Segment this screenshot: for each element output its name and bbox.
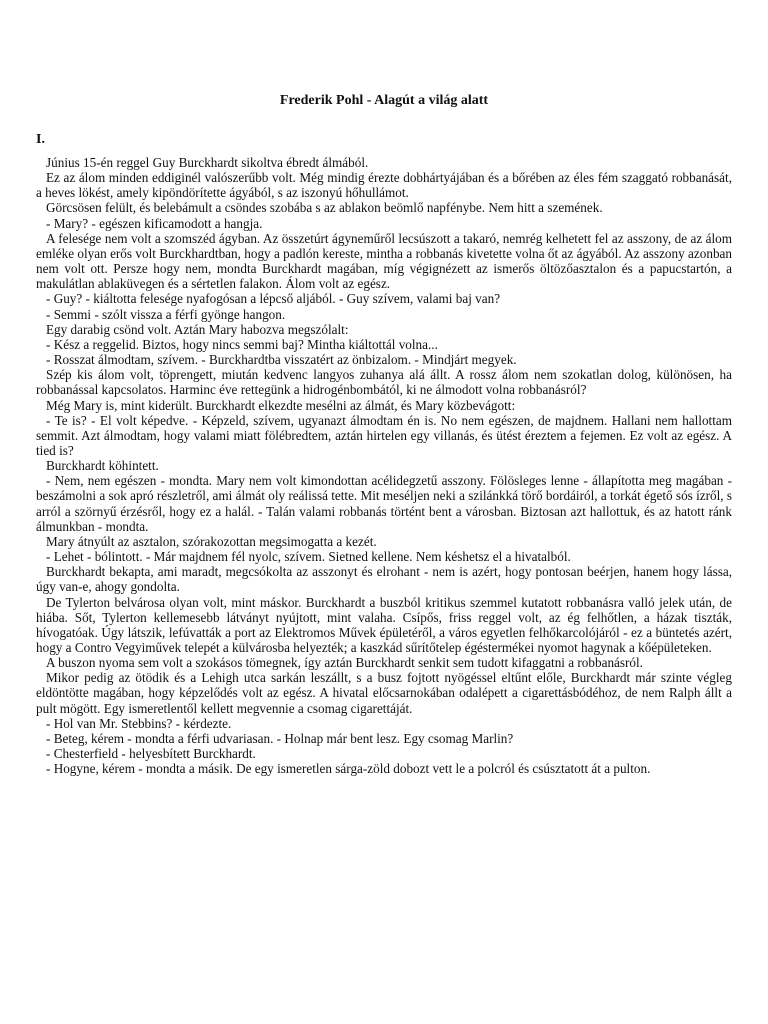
paragraph: - Lehet - bólintott. - Már majdnem fél nyolc, szívem. Sietned kellene. Nem késhetsz el a hivatalból.	[46, 549, 571, 565]
paragraph: - Semmi - szólt vissza a férfi gyönge hangon.	[46, 306, 286, 322]
paragraph: - Guy? - kiáltotta felesége nyafogósan a lépcső aljából. - Guy szívem, valami baj van?	[46, 291, 501, 307]
paragraph: Egy darabig csönd volt. Aztán Mary habozva megszólalt:	[46, 321, 349, 337]
paragraph: - Te is? - El volt képedve. - Képzeld, szívem, ugyanazt álmodtam én is. No nem egészen, de majdnem. Hallani nem hallottam semmit. Azt álmodtam, hogy valami miatt fölébredtem, aztán hirtelen egy villanás, és ütést éreztem a fejemen. Ez volt az egész. A tied is?	[36, 412, 732, 458]
paragraph: - Nem, nem egészen - mondta. Mary nem volt kimondottan acélidegzetű asszony. Fölösleges lenne - állapította meg magában - beszámolni a sok apró részletről, ami álmát oly reálissá tette. Mit meséljen neki a szilánkká törő bordáiról, a torkát égető sós ízről, s arról a szörnyű érzésről, hogy ez a halál. - Talán valami robbanás történt bent a városban. Biztosan azt hallottuk, és az hatott ránk álmunkban - mondta.	[36, 473, 732, 534]
paragraph: Burckhardt köhintett.	[46, 458, 159, 474]
paragraph: - Kész a reggelid. Biztos, hogy nincs semmi baj? Mintha kiáltottál volna...	[46, 336, 438, 352]
paragraph: Szép kis álom volt, töprengett, miután kedvenc langyos zuhanya alá állt. A rossz álom nem szokatlan dolog, különösen, ha robbanással kapcsolatos. Harminc éve rettegünk a hidrogénbombától, ki ne álmodott volna robbanásról?	[36, 367, 732, 398]
paragraph: Június 15-én reggel Guy Burckhardt sikoltva ébredt álmából.	[46, 155, 369, 170]
paragraph: A buszon nyoma sem volt a szokásos tömegnek, így aztán Burckhardt senkit sem tudott kifaggatni a robbanásról.	[46, 655, 643, 671]
paragraph: Görcsösen felült, és belebámult a csöndes szobába s az ablakon beömlő napfénybe. Nem hitt a szemének.	[46, 200, 603, 216]
paragraph: Még Mary is, mint kiderült. Burckhardt elkezdte mesélni az álmát, és Mary közbevágott:	[46, 397, 516, 413]
paragraph: Mary átnyúlt az asztalon, szórakozottan megsimogatta a kezét.	[46, 533, 377, 549]
paragraph: - Beteg, kérem - mondta a férfi udvariasan. - Holnap már bent lesz. Egy csomag Marlin?	[46, 730, 514, 746]
chapter-heading: I.	[36, 132, 45, 147]
paragraph: - Hol van Mr. Stebbins? - kérdezte.	[46, 715, 232, 731]
document-title: Frederik Pohl - Alagút a világ alatt	[279, 93, 489, 108]
paragraph: Burckhardt bekapta, ami maradt, megcsókolta az asszonyt és elrohant - nem is azért, hogy pontosan beérjen, hanem hogy lássa, úgy van-e, ahogy gondolta.	[36, 564, 732, 595]
paragraph: - Rosszat álmodtam, szívem. - Burckhardtba visszatért az önbizalom. - Mindjárt megyek.	[46, 352, 517, 368]
paragraph: A felesége nem volt a szomszéd ágyban. Az összetúrt ágyneműről lecsúszott a takaró, nemrég kelhetett fel az asszony, de az álom emléke olyan erős volt Burckhardtban, hogy a padlón kereste, mintha a robbanás kivetette volna őt az ágyából. Az asszony azonban nem volt ott. Persze hogy nem, mondta Burckhardt magában, míg végignézett az ismerős öltözőasztalon és a papucstartón, a makulátlan ablaküvegen és a sértetlen falakon. Álom volt az egész.	[36, 230, 732, 292]
body-text	[36, 155, 732, 776]
paragraph: Mikor pedig az ötödik és a Lehigh utca sarkán leszállt, s a busz fojtott nyögéssel eltűnt előle, Burckhardt már szinte végleg eldöntötte magában, hogy képzelődés volt az egész. A hivatal előcsarnokában odalépett a cigarettásbódéhoz, de nem Ralph állt a pult mögött. Egy ismeretlentől kellett megvennie a csomag cigarettáját.	[36, 670, 732, 716]
paragraph: - Hogyne, kérem - mondta a másik. De egy ismeretlen sárga-zöld dobozt vett le a polcról és csúsztatott át a pulton.	[46, 761, 651, 777]
paragraph: - Mary? - egészen kificamodott a hangja.	[46, 215, 263, 231]
paragraph: De Tylerton belvárosa olyan volt, mint máskor. Burckhardt a buszból kritikus szemmel kutatott robbanásra valló jelek után, de hiába. Sőt, Tylerton kellemesebb látványt nyújtott, mint valaha. Csípős, friss reggel volt, az ég felhőtlen, a házak tiszták, hívogatóak. Úgy látszik, lefúvatták a port az Elektromos Művek épületéről, a város egyetlen felhőkarcolójáról - ez a büntetés azért, hogy a Contro Vegyiművek telepét a külvárosba helyezték; a kaszkád sűrítőtelep égéstermékei nyomot hagynak a kőépületeken.	[36, 594, 732, 655]
paragraph: - Chesterfield - helyesbített Burckhardt.	[46, 746, 256, 762]
paragraph: Ez az álom minden eddiginél valószerűbb volt. Még mindig érezte dobhártyájában és a bőrében az éles fém szaggató robbanását, a heves lökést, amely kipöndörítette ágyából, s az iszonyú hőhullámot.	[36, 170, 732, 201]
